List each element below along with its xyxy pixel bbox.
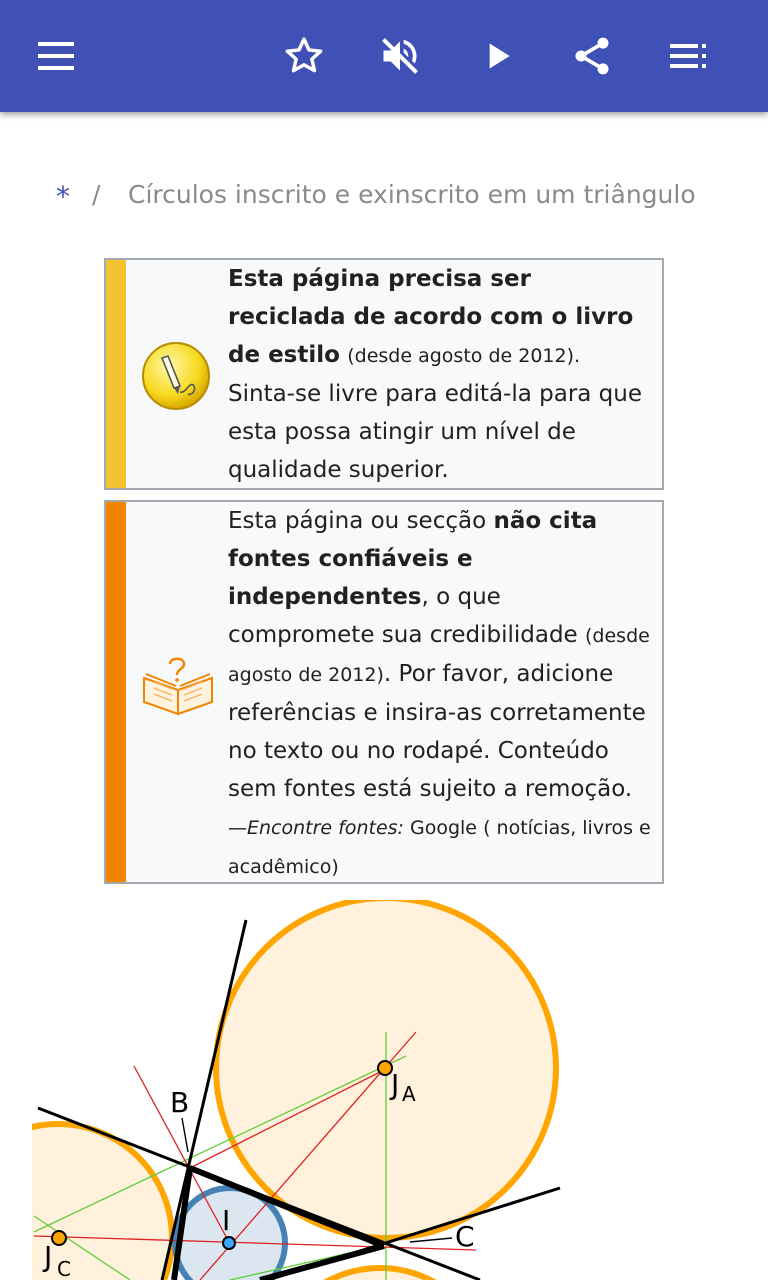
book-question-icon	[140, 654, 218, 722]
sources-notice-text	[228, 502, 652, 886]
find-sources-links[interactable]: notícias, livros e acadêmico	[228, 817, 651, 878]
star-outline-icon	[282, 34, 326, 78]
label-JC: J	[44, 1240, 53, 1273]
menu-icon	[36, 36, 76, 76]
breadcrumb-separator: /	[92, 180, 101, 209]
notice-color-bar	[106, 260, 126, 488]
play-button[interactable]	[470, 28, 526, 84]
label-JA: J	[391, 1068, 400, 1101]
breadcrumb-root-link[interactable]: *	[56, 180, 70, 213]
style-notice-text	[228, 260, 652, 489]
label-C: C	[455, 1220, 475, 1253]
contents-button[interactable]	[660, 28, 716, 84]
figure-drawing	[32, 900, 592, 1280]
sources-notice-headline: não cita fontes confiáveis e independentes	[228, 508, 598, 610]
sources-notice-prefix: Esta página ou secção	[228, 508, 487, 534]
label-leader	[182, 1118, 188, 1152]
sources-notice-box	[104, 500, 664, 884]
mute-button[interactable]	[372, 28, 428, 84]
triangle-circles-figure	[32, 900, 592, 1280]
label-B: B	[170, 1086, 190, 1119]
bookmark-button[interactable]	[276, 28, 332, 84]
center-I	[223, 1237, 235, 1249]
find-sources-line	[228, 817, 651, 878]
find-sources-google-link[interactable]: Google	[410, 817, 478, 839]
find-sources-dash: —	[228, 817, 247, 839]
find-sources-paren-close: )	[331, 856, 339, 878]
breadcrumb	[0, 178, 768, 222]
center-JA	[378, 1061, 392, 1075]
playlist-icon	[668, 36, 708, 76]
find-sources-paren-open: (	[483, 817, 491, 839]
share-icon	[570, 34, 614, 78]
volume-off-icon	[378, 34, 422, 78]
label-JC-sub: C	[57, 1257, 71, 1280]
label-I: I	[222, 1204, 231, 1237]
app-bar	[0, 0, 768, 112]
style-notice-body: Sinta-se livre para editá-la para que esta possa atingir um nível de qualidade superior.	[228, 381, 643, 483]
pencil-icon	[140, 340, 212, 416]
menu-button[interactable]	[28, 28, 84, 84]
page-title: Círculos inscrito e exinscrito em um triângulo	[128, 180, 696, 209]
sources-notice-body: . Por favor, adicione referências e insira-as corretamente no texto ou no rodapé. Conteúdo sem fontes está sujeito a remoção.	[228, 661, 646, 802]
style-notice-date: (desde agosto de 2012).	[347, 345, 581, 367]
sources-notice-suffix: , o que compromete sua credibilidade	[228, 584, 578, 648]
sources-notice-date: (desde agosto de 2012)	[228, 625, 650, 686]
label-JA-sub: A	[402, 1082, 416, 1106]
notice-color-bar	[106, 502, 126, 882]
center-JC	[52, 1231, 66, 1245]
excircle-c	[32, 1124, 172, 1280]
share-button[interactable]	[564, 28, 620, 84]
play-icon	[478, 36, 518, 76]
style-notice-headline: Esta página precisa ser reciclada de acordo com o livro de estilo	[228, 266, 634, 368]
label-leader	[410, 1238, 452, 1242]
style-notice-box	[104, 258, 664, 490]
find-sources-label: Encontre fontes:	[247, 817, 404, 839]
